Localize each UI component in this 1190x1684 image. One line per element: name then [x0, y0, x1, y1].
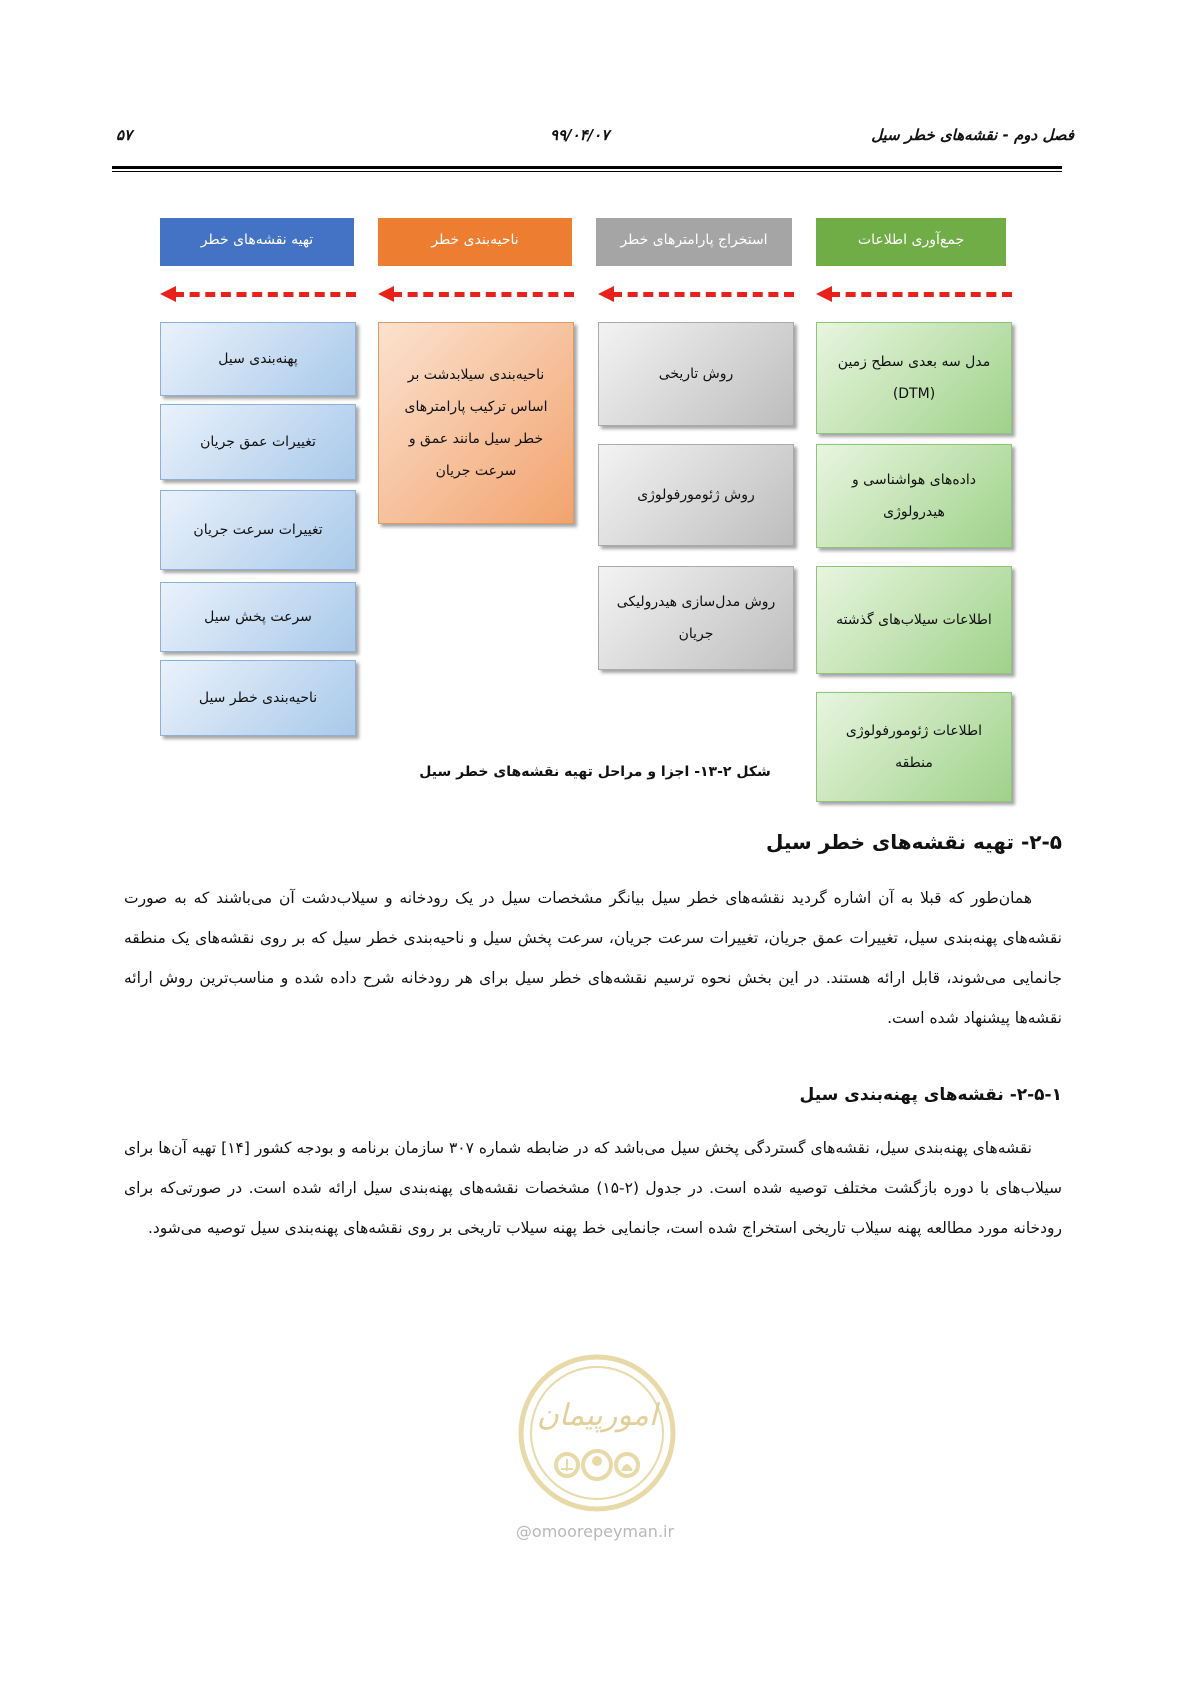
column-header-collect: جمع‌آوری اطلاعات — [816, 218, 1006, 266]
flow-arrow-2 — [598, 284, 794, 304]
collect-item-hydrology: داده‌های هواشناسی و هیدرولوژی — [816, 444, 1012, 548]
section-paragraph: همان‌طور که قبلا به آن اشاره گردید نقشه‌های خطر سیل بیانگر مشخصات سیل در یک رودخانه و سیلاب‌دشت آن می‌باشند که به صورت نقشه‌های پهنه‌بندی سیل، تغییرات عمق جریان، تغییرات سرعت جریان، سرعت پخش سیل و ناحیه‌بندی خطر سیل که بر روی نقشه‌های یک منطقه جانمایی می‌شوند، قابل ارائه هستند. در این بخش نحوه ترسیم نقشه‌های خطر سیل برای هر رودخانه شرح داده شده و مناسب‌ترین روش ارائه نقشه‌ها پیشنهاد شده است. — [124, 889, 1062, 1027]
collect-item-geomorphology: اطلاعات ژئومورفولوژی منطقه — [816, 692, 1012, 802]
column-header-mapping: تهیه نقشه‌های خطر — [160, 218, 354, 266]
map-item-flood-zoning: پهنه‌بندی سیل — [160, 322, 356, 396]
column-header-zoning: ناحیه‌بندی خطر — [378, 218, 572, 266]
column-header-extract: استخراج پارامترهای خطر — [596, 218, 792, 266]
zoning-item: ناحیه‌بندی سیلابدشت بر اساس ترکیب پارامترهای خطر سیل مانند عمق و سرعت جریان — [378, 322, 574, 524]
extract-item-geomorphology: روش ژئومورفولوژی — [598, 444, 794, 546]
header-rule-thick — [112, 166, 1062, 169]
collect-item-past-floods: اطلاعات سیلاب‌های گذشته — [816, 566, 1012, 674]
header-rule-thin — [112, 171, 1062, 172]
map-item-depth: تغییرات عمق جریان — [160, 404, 356, 480]
page-number: ۵۷ — [116, 126, 133, 144]
section-heading: ۲-۵- تهیه نقشه‌های خطر سیل — [766, 830, 1062, 854]
flow-arrow-4 — [160, 284, 356, 304]
extract-item-historical: روش تاریخی — [598, 322, 794, 426]
watermark-logo-icon — [517, 1353, 677, 1513]
svg-text:امورپیمان: امورپیمان — [536, 1398, 658, 1433]
subsection-paragraph: نقشه‌های پهنه‌بندی سیل، نقشه‌های گستردگی پخش سیل می‌باشد که در ضابطه شماره ۳۰۷ سازمان برنامه و بودجه کشور [۱۴] تهیه آن‌ها برای سیلاب‌های با دوره بازگشت مختلف توصیه شده است. در جدول (۲-۱۵) مشخصات نقشه‌های پهنه‌بندی سیل ارائه شده است. در صورتی‌که برای رودخانه مورد مطالعه پهنه سیلاب تاریخی استخراج شده است، جانمایی خط پهنه سیلاب تاریخی بر روی نقشه‌های پهنه‌بندی سیل توصیه می‌شود. — [124, 1139, 1063, 1237]
header-date: ۹۹/۰۴/۰۷ — [550, 126, 610, 144]
watermark-site: @omoorepeyman.ir — [515, 1522, 675, 1541]
flow-arrow-3 — [378, 284, 574, 304]
extract-item-hydraulic-model: روش مدل‌سازی هیدرولیکی جریان — [598, 566, 794, 670]
map-item-spread: سرعت پخش سیل — [160, 582, 356, 652]
chapter-title: فصل دوم - نقشه‌های خطر سیل — [871, 126, 1074, 144]
flow-arrow-1 — [816, 284, 1012, 304]
figure-caption: شکل ۲-۱۳- اجزا و مراحل تهیه نقشه‌های خطر سیل — [419, 764, 771, 780]
map-item-hazard-zoning: ناحیه‌بندی خطر سیل — [160, 660, 356, 736]
collect-item-dtm: مدل سه بعدی سطح زمین (DTM) — [816, 322, 1012, 434]
map-item-velocity: تغییرات سرعت جریان — [160, 490, 356, 570]
subsection-heading: ۲-۵-۱- نقشه‌های پهنه‌بندی سیل — [799, 1085, 1062, 1105]
